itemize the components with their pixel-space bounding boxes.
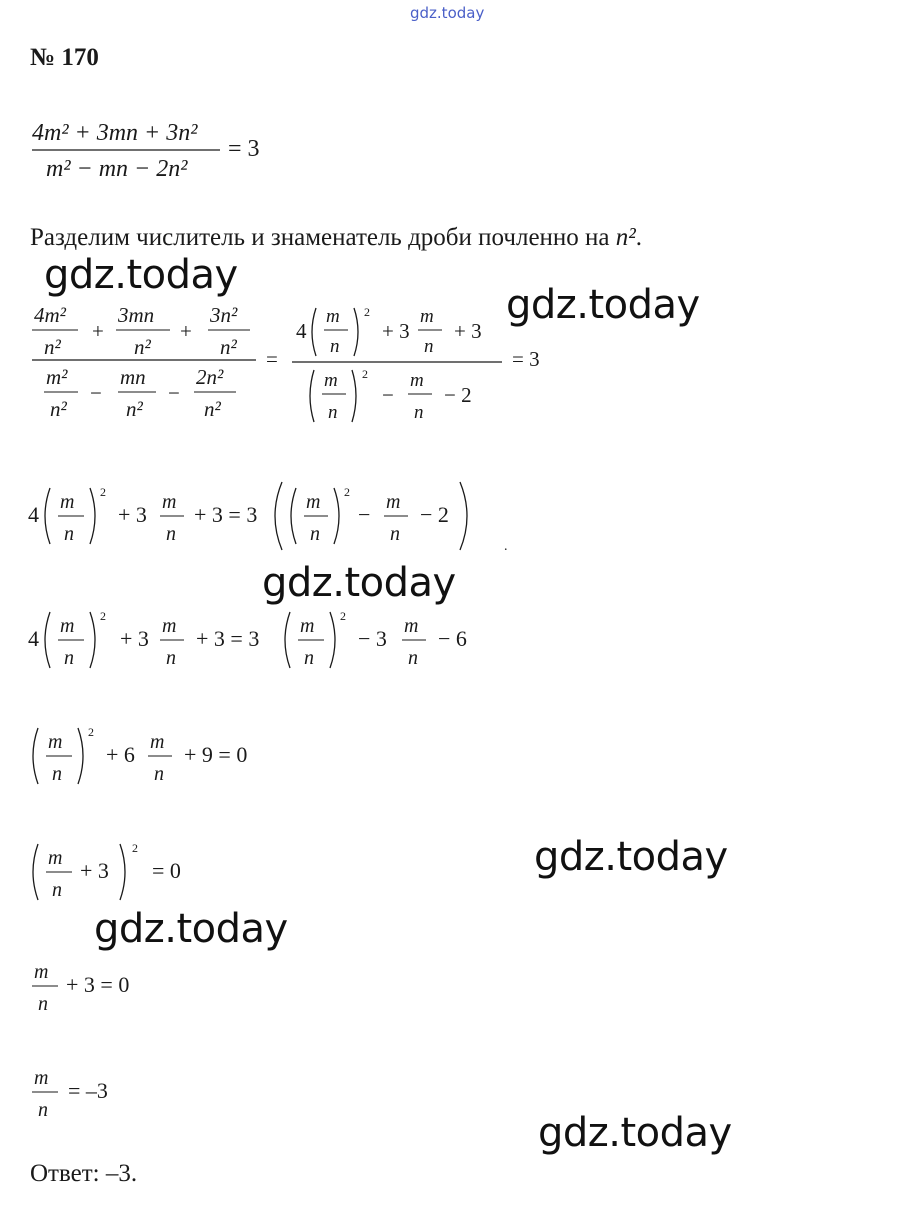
svg-text:m: m [300, 615, 315, 637]
eq1-rhs: = 3 [228, 136, 260, 162]
svg-text:n: n [328, 402, 338, 423]
svg-text:m: m [162, 615, 177, 637]
svg-text:m: m [60, 491, 75, 513]
svg-text:+ 3: + 3 [454, 319, 482, 343]
svg-text:4m²: 4m² [34, 303, 66, 327]
left-denominator [44, 365, 236, 421]
answer [30, 1160, 137, 1188]
svg-text:n: n [304, 647, 314, 669]
svg-text:2: 2 [340, 609, 346, 623]
svg-text:n: n [166, 523, 176, 545]
svg-text:− 2: − 2 [444, 383, 472, 407]
svg-text:2n²: 2n² [196, 365, 224, 389]
svg-text:n: n [154, 763, 164, 785]
svg-text:+ 3 = 3: + 3 = 3 [196, 626, 260, 651]
svg-text:n²: n² [204, 397, 221, 421]
svg-text:= 3: = 3 [512, 347, 540, 371]
svg-text:n: n [330, 336, 340, 357]
svg-text:m: m [410, 370, 424, 391]
svg-text:m: m [404, 615, 419, 637]
svg-text:−: − [90, 381, 102, 405]
svg-text:2: 2 [362, 367, 368, 381]
svg-text:n: n [408, 647, 418, 669]
watermark-top: gdz.today [410, 4, 485, 22]
watermark: gdz.today [506, 282, 700, 328]
svg-text:4: 4 [28, 626, 39, 651]
svg-text:− 6: − 6 [438, 626, 467, 651]
svg-text:+ 3 = 3: + 3 = 3 [194, 502, 258, 527]
svg-text:m: m [150, 731, 165, 753]
instruction-text [30, 224, 642, 252]
problem-title: № 170 [30, 44, 99, 71]
svg-text:n: n [52, 763, 62, 785]
svg-text:n²: n² [126, 397, 143, 421]
svg-text:+ 3: + 3 [80, 858, 109, 883]
svg-text:n: n [38, 993, 48, 1015]
svg-text:m: m [34, 1067, 49, 1089]
svg-text:n: n [310, 523, 320, 545]
step-7 [28, 1060, 148, 1124]
svg-text:2: 2 [100, 609, 106, 623]
answer-value: –3. [105, 1160, 138, 1187]
svg-text:+ 3 = 0: + 3 = 0 [66, 972, 130, 997]
svg-text:−: − [168, 381, 180, 405]
svg-text:− 3: − 3 [358, 626, 387, 651]
svg-text:= –3: = –3 [68, 1078, 108, 1103]
svg-text:m: m [48, 731, 63, 753]
equation-given [30, 112, 290, 182]
answer-label: Ответ: [30, 1160, 100, 1187]
step-6 [28, 954, 188, 1018]
svg-text:4: 4 [296, 319, 307, 343]
svg-text:+ 6: + 6 [106, 742, 135, 767]
svg-text:+: + [92, 319, 104, 343]
svg-text:3mn: 3mn [118, 303, 155, 327]
instruction-variable: n² [615, 224, 636, 251]
svg-text:n: n [64, 647, 74, 669]
svg-text:m: m [48, 847, 63, 869]
step-3 [28, 604, 498, 674]
svg-text:n: n [52, 879, 62, 901]
svg-text:n: n [414, 402, 424, 423]
step-divided [30, 298, 570, 438]
svg-text:n²: n² [50, 397, 67, 421]
right-numerator [296, 305, 482, 357]
svg-text:m: m [162, 491, 177, 513]
instruction-end: . [635, 224, 643, 251]
watermark: gdz.today [94, 906, 288, 952]
svg-text:n²: n² [220, 335, 237, 359]
svg-text:m: m [386, 491, 401, 513]
eq1-numerator: 4m² + 3mn + 3n² [32, 120, 198, 146]
step-5 [28, 838, 228, 908]
svg-text:=: = [266, 347, 278, 371]
svg-text:+ 3: + 3 [382, 319, 410, 343]
svg-text:2: 2 [344, 485, 350, 499]
svg-text:−: − [382, 383, 394, 407]
svg-text:2: 2 [100, 485, 106, 499]
svg-text:2: 2 [364, 305, 370, 319]
svg-text:n: n [166, 647, 176, 669]
svg-text:n: n [424, 336, 434, 357]
svg-text:2: 2 [132, 841, 138, 855]
svg-text:+ 3: + 3 [118, 502, 147, 527]
step-2 [28, 478, 508, 554]
svg-text:m: m [324, 370, 338, 391]
svg-text:m: m [306, 491, 321, 513]
svg-text:m: m [326, 306, 340, 327]
svg-text:− 2: − 2 [420, 502, 449, 527]
svg-text:n²: n² [134, 335, 151, 359]
svg-text:m: m [60, 615, 75, 637]
svg-text:m: m [420, 306, 434, 327]
svg-text:n²: n² [44, 335, 61, 359]
svg-text:n: n [64, 523, 74, 545]
watermark: gdz.today [534, 834, 728, 880]
svg-text:+ 3: + 3 [120, 626, 149, 651]
svg-text:m: m [34, 961, 49, 983]
eq1-denominator: m² − mn − 2n² [46, 156, 188, 182]
watermark: gdz.today [44, 252, 238, 298]
watermark: gdz.today [538, 1110, 732, 1156]
svg-text:n: n [38, 1099, 48, 1121]
svg-text:+: + [180, 319, 192, 343]
svg-text:−: − [358, 502, 371, 527]
step-4 [28, 722, 308, 792]
svg-text:+ 9 = 0: + 9 = 0 [184, 742, 248, 767]
svg-text:2: 2 [88, 725, 94, 739]
svg-text:.: . [504, 539, 508, 554]
left-numerator [32, 303, 250, 359]
svg-text:3n²: 3n² [210, 303, 238, 327]
svg-text:4: 4 [28, 502, 39, 527]
svg-text:= 0: = 0 [152, 858, 181, 883]
watermark: gdz.today [262, 560, 456, 606]
instruction-main: Разделим числитель и знаменатель дроби почленно на [30, 224, 610, 251]
right-denominator [310, 367, 472, 423]
svg-text:m²: m² [46, 365, 68, 389]
svg-text:mn: mn [120, 365, 146, 389]
svg-text:n: n [390, 523, 400, 545]
